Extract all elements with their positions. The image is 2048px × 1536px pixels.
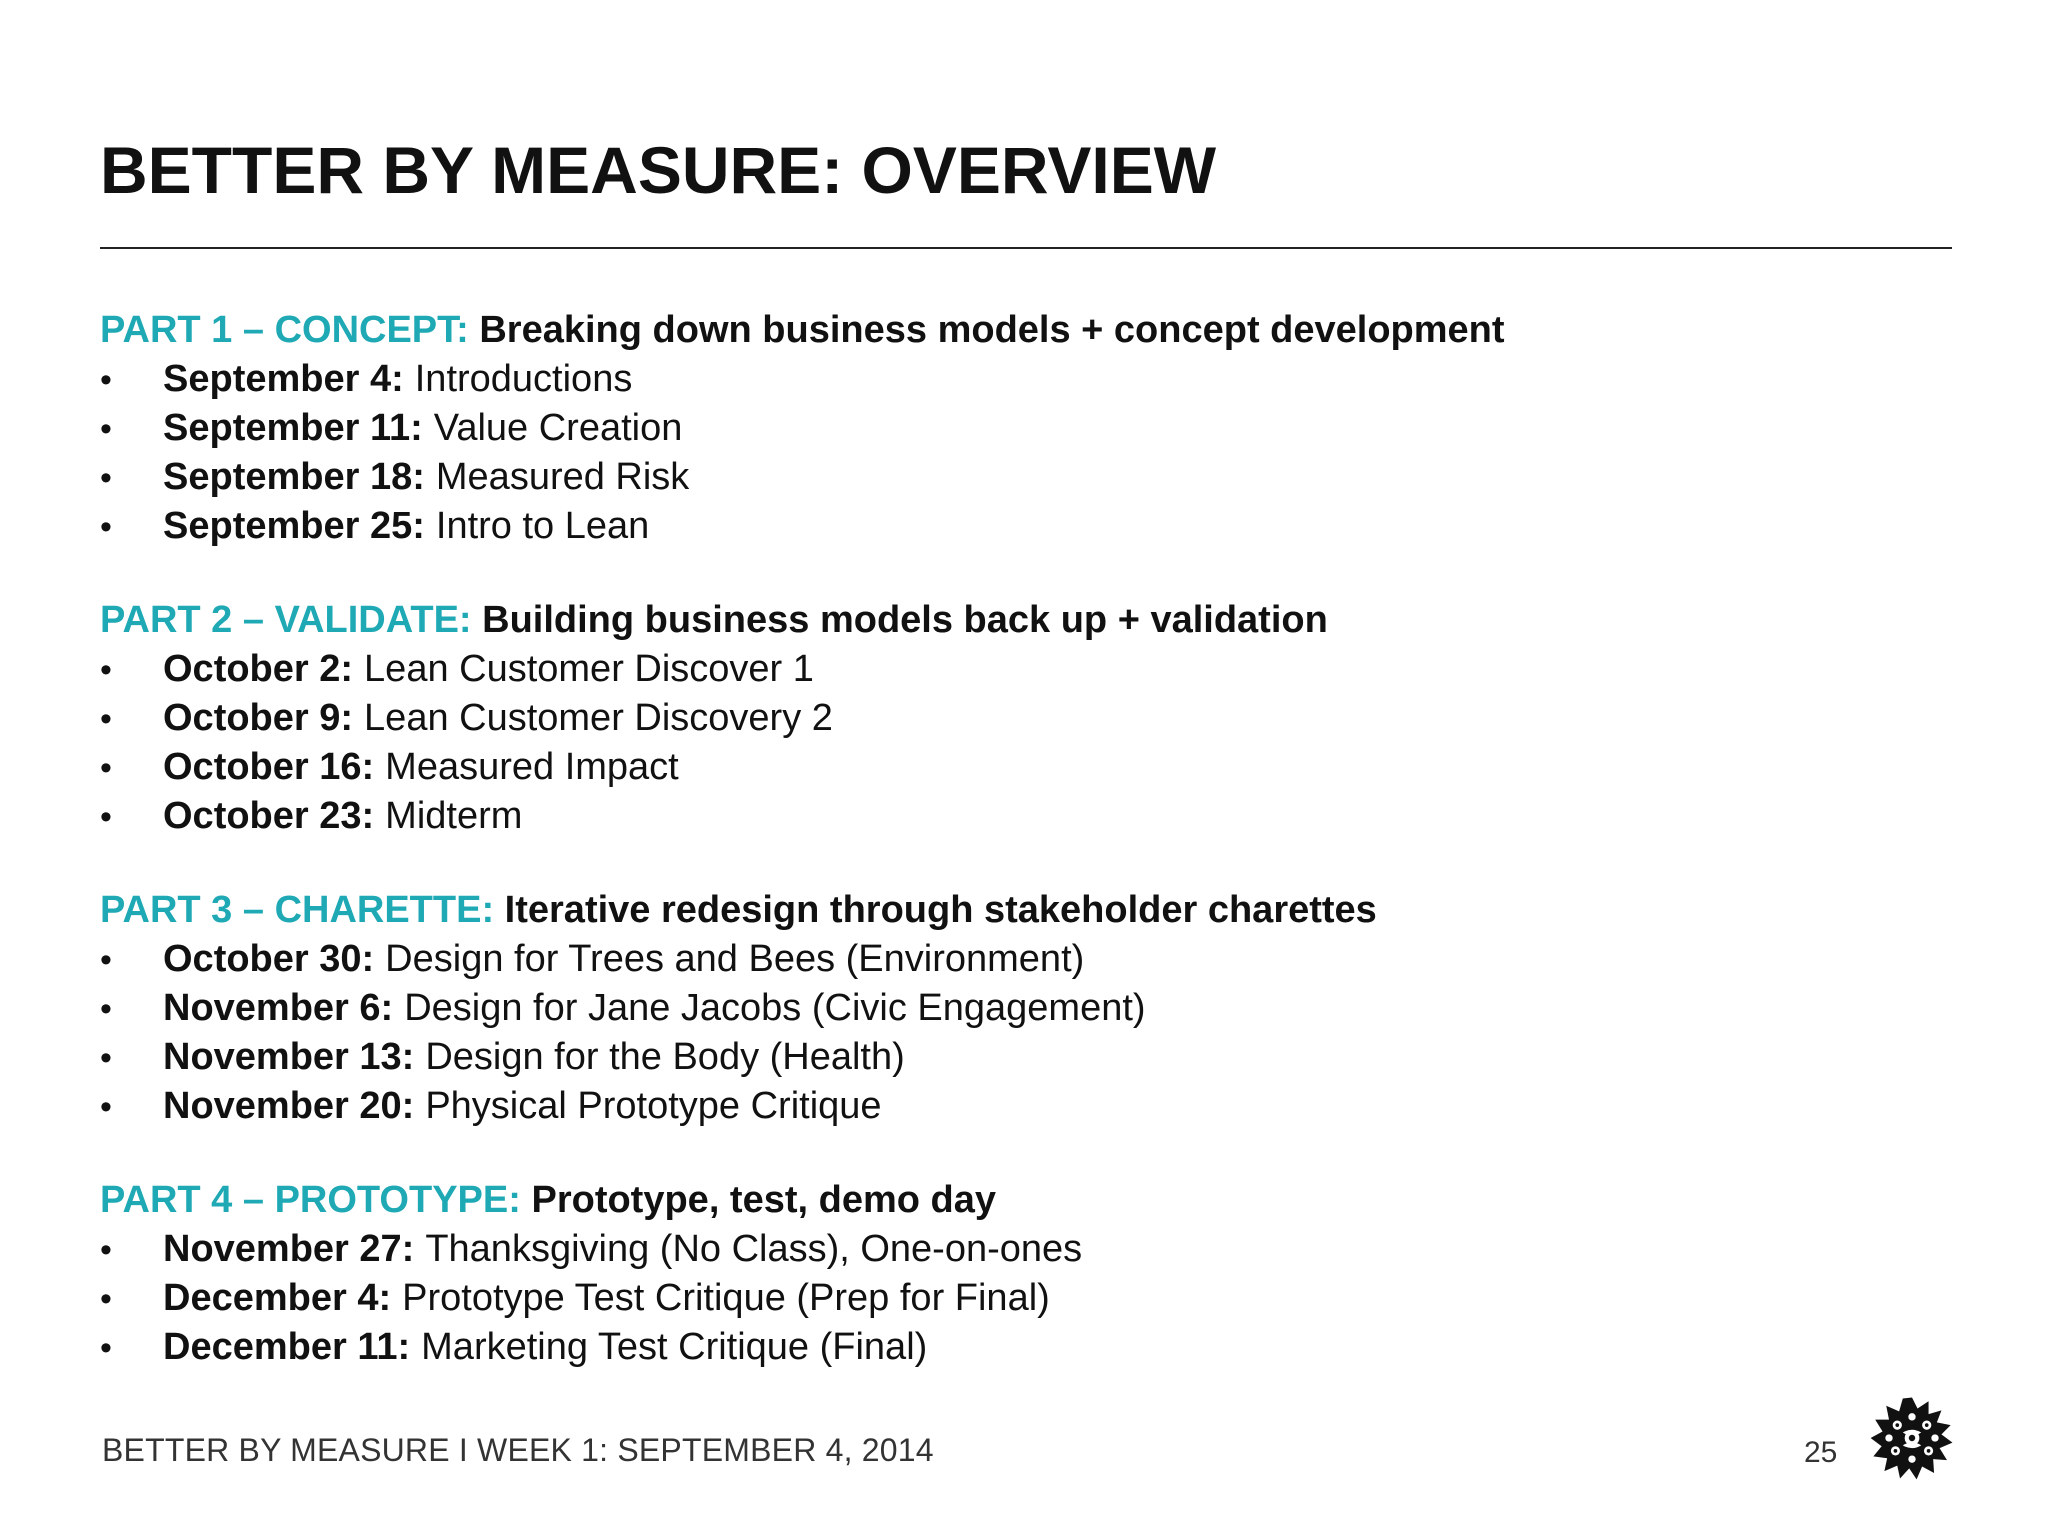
bullet: • xyxy=(100,361,112,399)
part-description: Building business models back up + validation xyxy=(482,599,1328,641)
session-date: October 2: xyxy=(163,648,354,690)
session-topic: Physical Prototype Critique xyxy=(425,1085,882,1127)
bullet: • xyxy=(100,798,112,836)
session-date: December 4: xyxy=(163,1277,392,1319)
session-list xyxy=(100,1225,1950,1372)
bullet: • xyxy=(100,1039,112,1077)
session-topic: Intro to Lean xyxy=(435,505,650,547)
bullet: • xyxy=(100,1231,112,1269)
session-topic: Introductions xyxy=(414,358,633,400)
list-item xyxy=(100,792,1950,841)
session-topic: Design for Jane Jacobs (Civic Engagement) xyxy=(404,987,1146,1029)
session-date: September 18: xyxy=(163,456,425,498)
session-date: September 4: xyxy=(163,358,404,400)
session-topic: Measured Risk xyxy=(435,456,690,498)
session-date: November 27: xyxy=(163,1228,415,1270)
part-label: PART 4 – PROTOTYPE: xyxy=(100,1179,521,1221)
list-item xyxy=(100,1033,1950,1082)
list-item xyxy=(100,1082,1950,1131)
session-topic: Midterm xyxy=(385,795,523,837)
session-list xyxy=(100,935,1950,1131)
list-item xyxy=(100,935,1950,984)
part-label: PART 3 – CHARETTE: xyxy=(100,889,495,931)
section-heading xyxy=(100,1175,1950,1225)
session-topic: Thanksgiving (No Class), One-on-ones xyxy=(425,1228,1083,1270)
bullet: • xyxy=(100,1088,112,1126)
session-date: November 13: xyxy=(163,1036,415,1078)
page-title: BETTER BY MEASURE: OVERVIEW xyxy=(100,133,1217,207)
session-list xyxy=(100,355,1950,551)
list-item xyxy=(100,1323,1950,1372)
session-topic: Marketing Test Critique (Final) xyxy=(421,1326,928,1368)
part-label: PART 1 – CONCEPT: xyxy=(100,309,469,351)
list-item xyxy=(100,1225,1950,1274)
overview-content xyxy=(100,305,1950,1416)
list-item xyxy=(100,984,1950,1033)
session-date: November 20: xyxy=(163,1085,415,1127)
session-topic: Design for Trees and Bees (Environment) xyxy=(385,938,1085,980)
list-item xyxy=(100,743,1950,792)
section-part-4 xyxy=(100,1175,1950,1372)
session-date: September 25: xyxy=(163,505,425,547)
session-date: November 6: xyxy=(163,987,394,1029)
list-item xyxy=(100,404,1950,453)
session-date: October 16: xyxy=(163,746,375,788)
ornamental-rosette-logo-icon xyxy=(1866,1392,1958,1484)
list-item xyxy=(100,502,1950,551)
session-date: October 9: xyxy=(163,697,354,739)
session-topic: Measured Impact xyxy=(385,746,679,788)
page-number: 25 xyxy=(1804,1436,1838,1469)
section-heading xyxy=(100,595,1950,645)
section-part-1 xyxy=(100,305,1950,551)
list-item xyxy=(100,355,1950,404)
section-part-2 xyxy=(100,595,1950,841)
bullet: • xyxy=(100,941,112,979)
part-description: Iterative redesign through stakeholder charettes xyxy=(504,889,1377,931)
session-topic: Lean Customer Discover 1 xyxy=(364,648,814,690)
part-description: Prototype, test, demo day xyxy=(531,1179,997,1221)
bullet: • xyxy=(100,508,112,546)
list-item xyxy=(100,1274,1950,1323)
session-date: December 11: xyxy=(163,1326,411,1368)
session-topic: Design for the Body (Health) xyxy=(425,1036,905,1078)
part-label: PART 2 – VALIDATE: xyxy=(100,599,472,641)
session-topic: Value Creation xyxy=(433,407,683,449)
session-topic: Prototype Test Critique (Prep for Final) xyxy=(402,1277,1050,1319)
session-date: September 11: xyxy=(163,407,423,449)
session-date: October 23: xyxy=(163,795,375,837)
section-heading xyxy=(100,305,1950,355)
session-list xyxy=(100,645,1950,841)
title-divider xyxy=(100,247,1952,249)
session-topic: Lean Customer Discovery 2 xyxy=(364,697,833,739)
bullet: • xyxy=(100,749,112,787)
bullet: • xyxy=(100,651,112,689)
part-description: Breaking down business models + concept development xyxy=(479,309,1505,351)
bullet: • xyxy=(100,700,112,738)
footer-course-label: BETTER BY MEASURE I WEEK 1: SEPTEMBER 4, 2014 xyxy=(102,1432,934,1468)
bullet: • xyxy=(100,459,112,497)
list-item xyxy=(100,645,1950,694)
bullet: • xyxy=(100,410,112,448)
session-date: October 30: xyxy=(163,938,375,980)
list-item xyxy=(100,453,1950,502)
bullet: • xyxy=(100,1329,112,1367)
list-item xyxy=(100,694,1950,743)
section-part-3 xyxy=(100,885,1950,1131)
bullet: • xyxy=(100,990,112,1028)
section-heading xyxy=(100,885,1950,935)
bullet: • xyxy=(100,1280,112,1318)
